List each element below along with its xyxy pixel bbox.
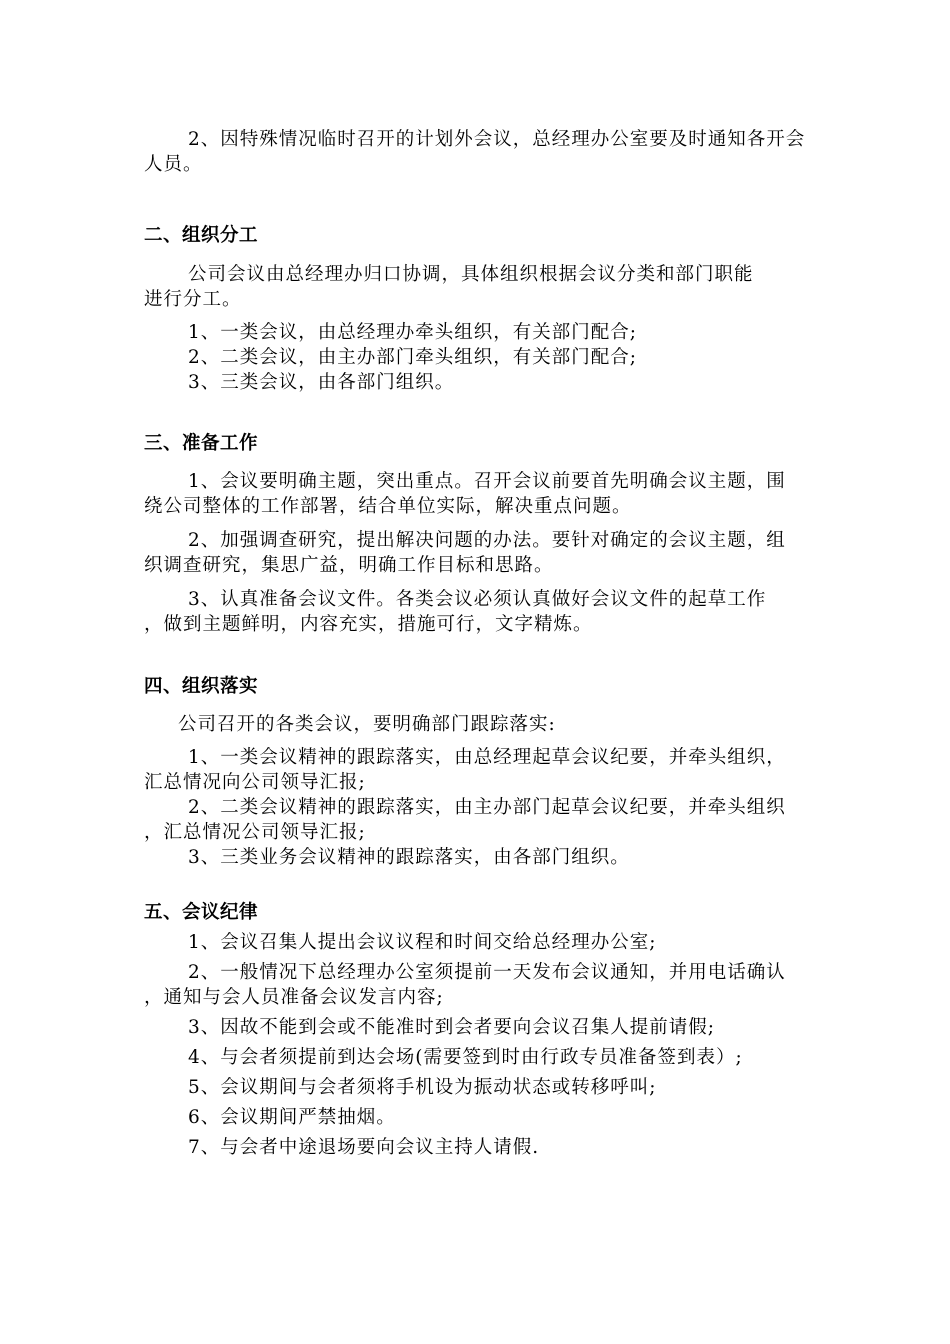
list-item: 4、与会者须提前到达会场(需要签到时由行政专员准备签到表）; [188,1047,743,1068]
list-item: 1、会议要明确主题，突出重点。召开会议前要首先明确会议主题，围 [188,471,786,492]
section-heading: 四、组织落实 [144,676,259,697]
paragraph: 公司会议由总经理办归口协调，具体组织根据会议分类和部门职能 [188,264,754,285]
list-item: ，通知与会人员准备会议发言内容; [144,987,444,1008]
section-heading: 三、准备工作 [144,433,259,454]
list-item: 6、会议期间严禁抽烟。 [188,1107,396,1128]
list-item: 1、一类会议，由总经理办牵头组织，有关部门配合; [188,322,638,343]
section-heading: 五、会议纪律 [144,902,259,923]
list-item: 2、二类会议，由主办部门牵头组织，有关部门配合; [188,347,638,368]
list-item: 1、会议召集人提出会议议程和时间交给总经理办公室; [188,932,657,953]
list-item: 2、二类会议精神的跟踪落实，由主办部门起草会议纪要，并牵头组织 [188,797,786,818]
paragraph: 公司召开的各类会议，要明确部门跟踪落实: [178,714,556,735]
section-heading: 二、组织分工 [144,225,259,246]
list-item: ，做到主题鲜明，内容充实，措施可行，文字精炼。 [144,614,593,635]
list-item: 绕公司整体的工作部署，结合单位实际，解决重点问题。 [144,496,632,517]
list-item: ，汇总情况公司领导汇报; [144,822,366,843]
intro-item-2: 2、因特殊情况临时召开的计划外会议，总经理办公室要及时通知各开会 [188,129,806,150]
list-item: 汇总情况向公司领导汇报; [144,772,366,793]
list-item: 5、会议期间与会者须将手机设为振动状态或转移呼叫; [188,1077,657,1098]
paragraph: 进行分工。 [144,289,242,310]
list-item: 1、一类会议精神的跟踪落实，由总经理起草会议纪要，并牵头组织， [188,747,786,768]
list-item: 2、加强调查研究，提出解决问题的办法。要针对确定的会议主题，组 [188,530,786,551]
list-item: 织调查研究，集思广益，明确工作目标和思路。 [144,555,554,576]
list-item: 7、与会者中途退场要向会议主持人请假. [188,1137,540,1158]
list-item: 3、因故不能到会或不能准时到会者要向会议召集人提前请假; [188,1017,716,1038]
intro-item-2: 人员。 [144,154,203,175]
list-item: 3、认真准备会议文件。各类会议必须认真做好会议文件的起草工作 [188,589,767,610]
list-item: 2、一般情况下总经理办公室须提前一天发布会议通知，并用电话确认 [188,962,786,983]
list-item: 3、三类业务会议精神的跟踪落实，由各部门组织。 [188,847,630,868]
list-item: 3、三类会议，由各部门组织。 [188,372,455,393]
